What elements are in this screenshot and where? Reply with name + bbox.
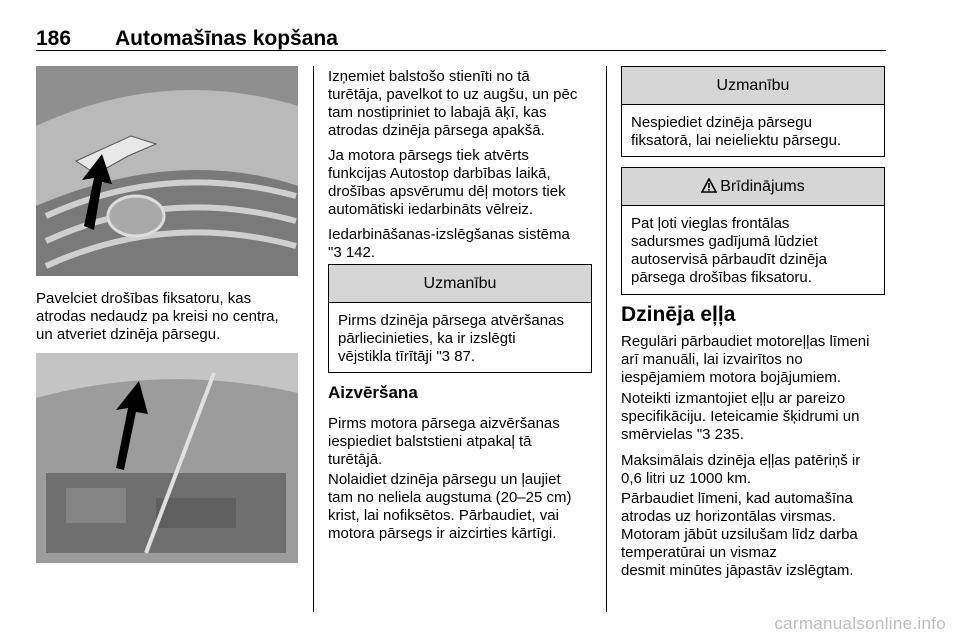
image-1-caption: Pavelciet drošības fiksatoru, kas atrodas nedaudz pa kreisi no centra, un atveriet dzinēja pārsegu. — [36, 290, 279, 343]
hood-latch-illustration — [36, 66, 298, 276]
caution-box-wipers — [328, 264, 592, 373]
hood-prop-rod-photo — [36, 353, 298, 563]
closing-heading: Aizvēršana — [328, 383, 418, 402]
hood-prop-rod-illustration — [36, 353, 298, 563]
caution-box-hood — [621, 66, 885, 157]
ignition-reference: Iedarbināšanas-izslēgšanas sistēma "3 142. — [328, 226, 570, 261]
oil-consumption-paragraph: Maksimālais dzinēja eļļas patēriņš ir 0,6 litri uz 1000 km. — [621, 452, 861, 487]
closing-step-2: Nolaidiet dzinēja pārsegu un ļaujiet tam no neliela augstuma (20–25 cm) krist, lai nofiksētos. Pārbaudiet, vai motora pārsegs ir aizcirties kārtīgi. — [328, 471, 572, 542]
page-number: 186 — [36, 27, 72, 50]
warning-title: Brīdinājums — [622, 168, 884, 206]
caution-text: Nespiediet dzinēja pārsegu fiksatorā, lai neieliektu pārsegu. — [631, 114, 842, 149]
autostop-note: Ja motora pārsegs tiek atvērts funkcijas Autostop darbības laikā, drošības apsvērumu dēļ motors tiek automātiski iedarbināts vēlreiz. — [328, 147, 566, 218]
oil-level-paragraph: Pārbaudiet līmeni, kad automašīna atrodas uz horizontālas virsmas. Motoram jābūt uzsilušam līdz darba temperatūrai un vismaz desmit minūtes jāpastāv izslēgtam. — [621, 490, 858, 579]
column-divider-right — [606, 66, 607, 612]
hood-latch-photo — [36, 66, 298, 276]
caution-text: Pirms dzinēja pārsega atvēršanas pārliecinieties, ka ir izslēgti vējstikla tīrītāji "3 87. — [338, 312, 564, 365]
prop-rod-instructions: Izņemiet balstošo stienīti no tā turētāja, pavelkot to uz augšu, un pēc tam nostipriniet to labajā āķī, kas atrodas dzinēja pārsega apakšā. — [328, 68, 578, 139]
oil-check-paragraph: Regulāri pārbaudiet motoreļļas līmeni arī manuāli, lai izvairītos no iespējamiem motora bojājumiem. — [621, 333, 870, 386]
column-divider-left — [313, 66, 314, 612]
warning-text: Pat ļoti vieglas frontālas sadursmes gadījumā lūdziet autoservisā pārbaudīt dzinēja pārsega drošības fiksatoru. — [631, 215, 827, 286]
oil-spec-paragraph: Noteikti izmantojiet eļļu ar pareizo specifikāciju. Ieteicamie šķidrumi un smērvielas "3 235. — [621, 390, 860, 443]
warning-triangle-icon — [701, 178, 717, 198]
closing-step-1: Pirms motora pārsega aizvēršanas iespiediet balststieni atpakaļ tā turētājā. — [328, 415, 560, 468]
warning-box — [621, 167, 885, 295]
caution-title: Uzmanību — [622, 67, 884, 105]
watermark: carmanualsonline.info — [774, 614, 946, 633]
caution-title: Uzmanību — [329, 265, 591, 303]
header-rule — [36, 50, 886, 51]
chapter-title: Automašīnas kopšana — [115, 27, 338, 50]
engine-oil-heading: Dzinēja eļļa — [621, 303, 736, 326]
